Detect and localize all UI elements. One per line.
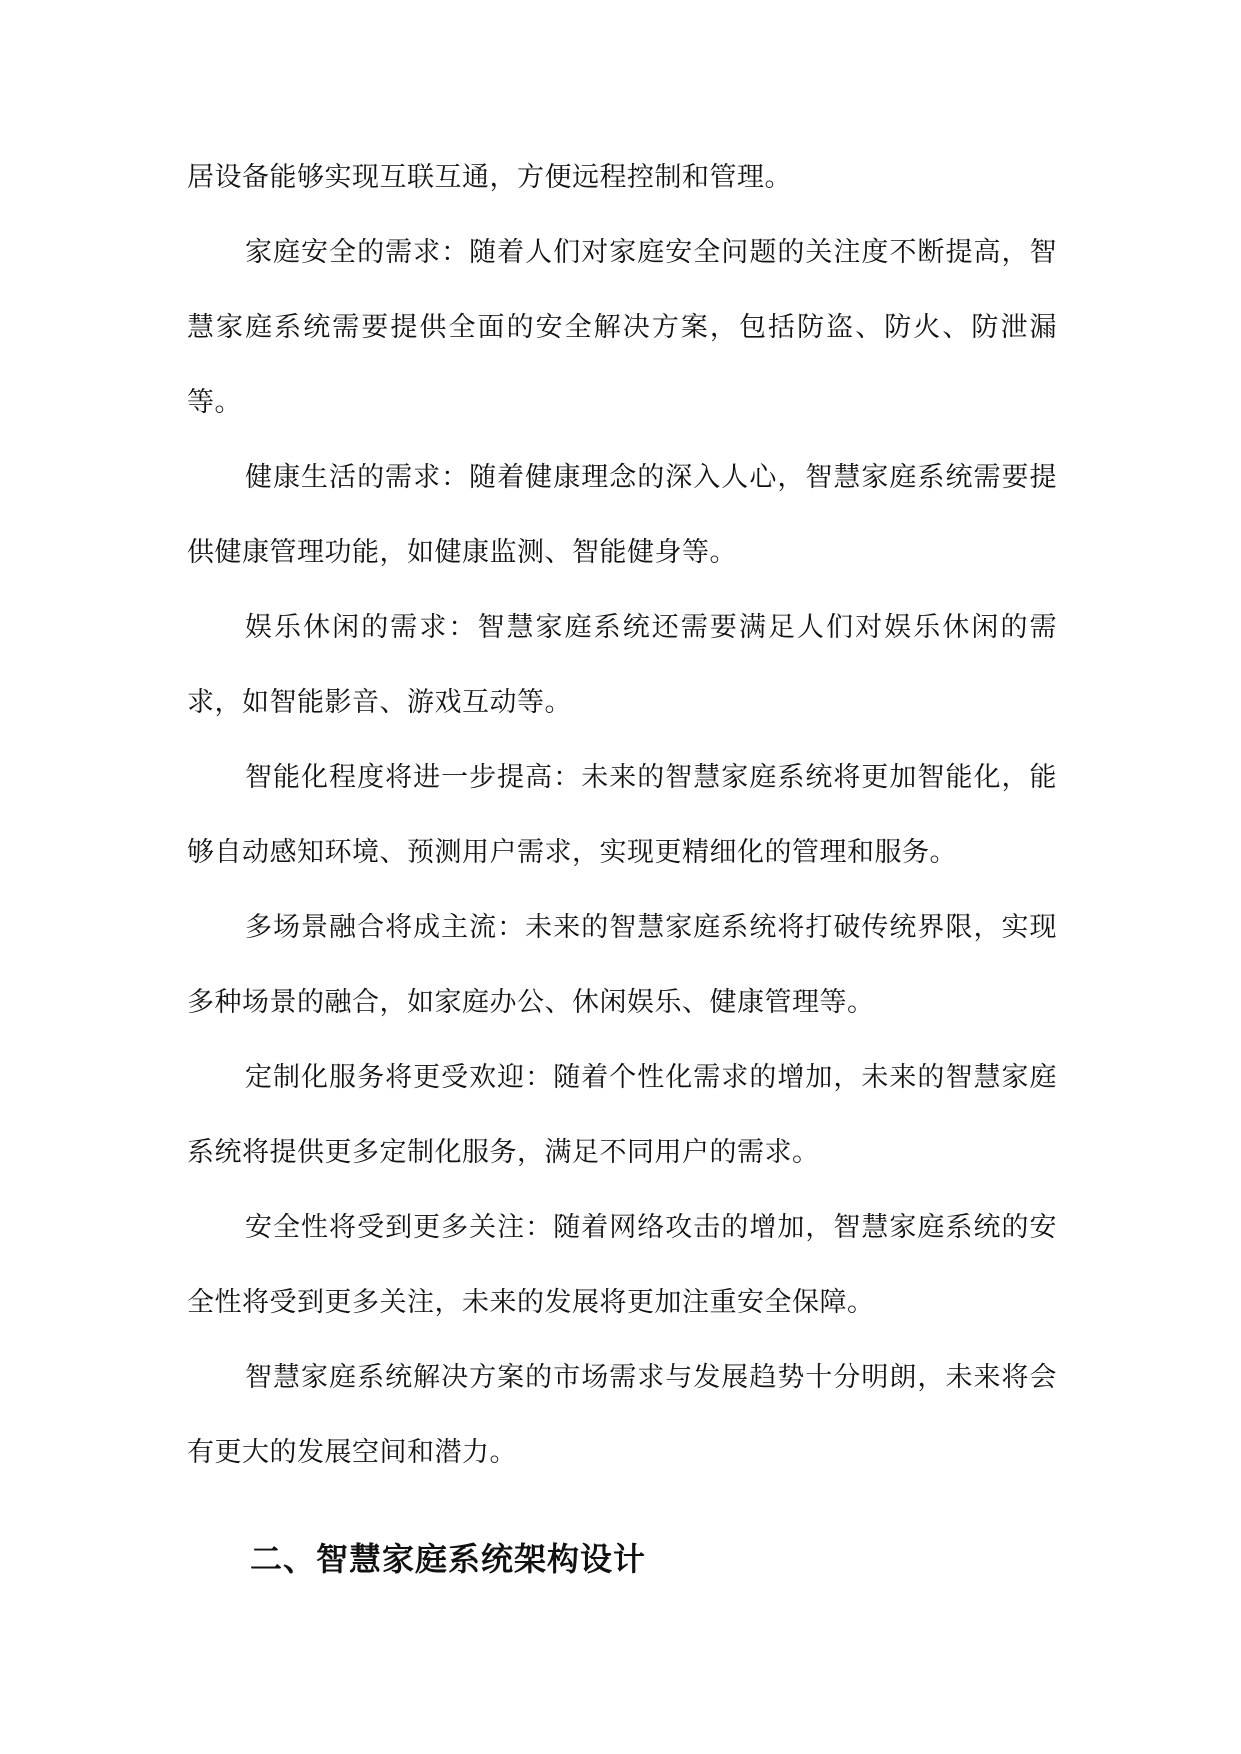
paragraph-intelligence: 智能化程度将进一步提高：未来的智慧家庭系统将更加智能化，能够自动感知环境、预测用户需求，实现更精细化的管理和服务。 (187, 762, 1057, 868)
paragraph-summary: 智慧家庭系统解决方案的市场需求与发展趋势十分明朗，未来将会有更大的发展空间和潜力。 (187, 1362, 1057, 1468)
paragraph-continuation: 居设备能够实现互联互通，方便远程控制和管理。 (187, 162, 792, 193)
paragraph-entertainment: 娱乐休闲的需求：智慧家庭系统还需要满足人们对娱乐休闲的需求，如智能影音、游戏互动等。 (187, 612, 1057, 718)
paragraph-multi-scene: 多场景融合将成主流：未来的智慧家庭系统将打破传统界限，实现多种场景的融合，如家庭办公、休闲娱乐、健康管理等。 (187, 912, 1057, 1018)
paragraph-home-security: 家庭安全的需求：随着人们对家庭安全问题的关注度不断提高，智慧家庭系统需要提供全面的安全解决方案，包括防盗、防火、防泄漏等。 (187, 237, 1057, 418)
body-text (187, 140, 1057, 1490)
paragraph-healthy-living: 健康生活的需求：随着健康理念的深入人心，智慧家庭系统需要提供健康管理功能，如健康监测、智能健身等。 (187, 462, 1057, 568)
section-heading: 二、智慧家庭系统架构设计 (250, 1540, 647, 1578)
paragraph-security: 安全性将受到更多关注：随着网络攻击的增加，智慧家庭系统的安全性将受到更多关注，未来的发展将更加注重安全保障。 (187, 1212, 1057, 1318)
paragraph-customization: 定制化服务将更受欢迎：随着个性化需求的增加，未来的智慧家庭系统将提供更多定制化服务，满足不同用户的需求。 (187, 1062, 1057, 1168)
